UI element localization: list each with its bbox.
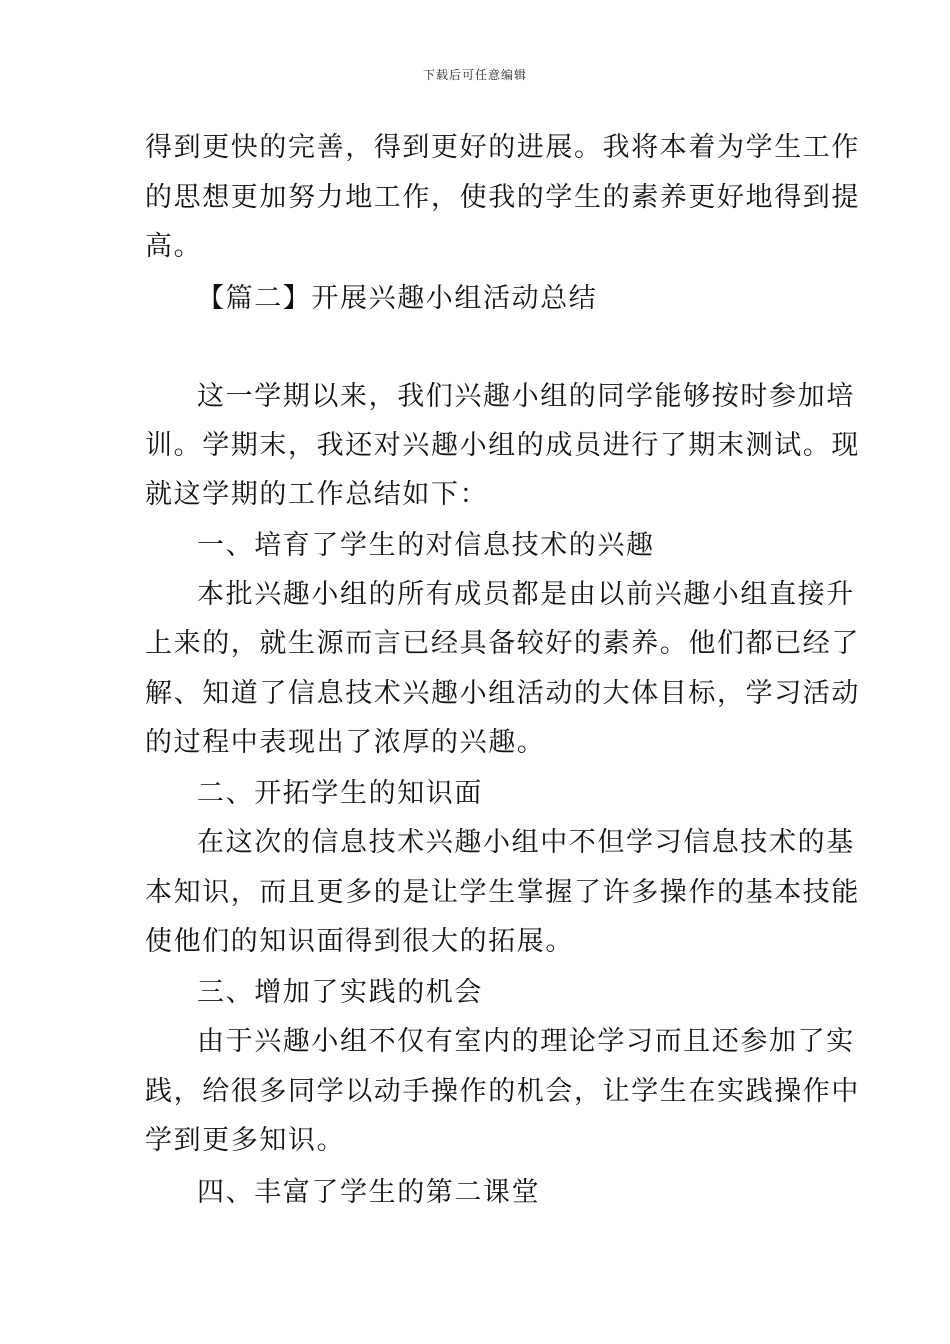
paragraph-line: 得到更快的完善，得到更好的进展。我将本着为学生工作 bbox=[145, 132, 860, 163]
paragraph-line: 由于兴趣小组不仅有室内的理论学习而且还参加了实 bbox=[197, 1026, 855, 1057]
paragraph-line: 践，给很多同学以动手操作的机会，让学生在实践操作中 bbox=[145, 1076, 860, 1107]
section-heading: 四、丰富了学生的第二课堂 bbox=[197, 1177, 541, 1208]
paragraph-line: 的思想更加努力地工作，使我的学生的素养更好地得到提 bbox=[145, 182, 860, 213]
section-heading: 三、增加了实践的机会 bbox=[197, 977, 483, 1008]
paragraph-line: 训。学期末，我还对兴趣小组的成员进行了期末测试。现 bbox=[145, 430, 860, 461]
paragraph-line: 本批兴趣小组的所有成员都是由以前兴趣小组直接升 bbox=[197, 579, 855, 610]
paragraph-line: 学到更多知识。 bbox=[145, 1125, 346, 1156]
paragraph-line: 的过程中表现出了浓厚的兴趣。 bbox=[145, 727, 546, 758]
section-title: 【篇二】开展兴趣小组活动总结 bbox=[197, 283, 598, 314]
paragraph-line: 解、知道了信息技术兴趣小组活动的大体目标，学习活动 bbox=[145, 678, 860, 709]
section-heading: 一、培育了学生的对信息技术的兴趣 bbox=[197, 530, 655, 561]
section-heading: 二、开拓学生的知识面 bbox=[197, 778, 483, 809]
paragraph-line: 使他们的知识面得到很大的拓展。 bbox=[145, 926, 574, 957]
paragraph-line: 在这次的信息技术兴趣小组中不但学习信息技术的基 bbox=[197, 827, 855, 858]
paragraph-line: 这一学期以来，我们兴趣小组的同学能够按时参加培 bbox=[197, 381, 855, 412]
paragraph-line: 本知识，而且更多的是让学生掌握了许多操作的基本技能 bbox=[145, 877, 860, 908]
paragraph-line: 就这学期的工作总结如下： bbox=[145, 479, 489, 510]
paragraph-line: 上来的，就生源而言已经具备较好的素养。他们都已经了 bbox=[145, 628, 860, 659]
header-note: 下载后可任意编辑 bbox=[422, 68, 527, 82]
paragraph-line: 高。 bbox=[145, 231, 203, 262]
